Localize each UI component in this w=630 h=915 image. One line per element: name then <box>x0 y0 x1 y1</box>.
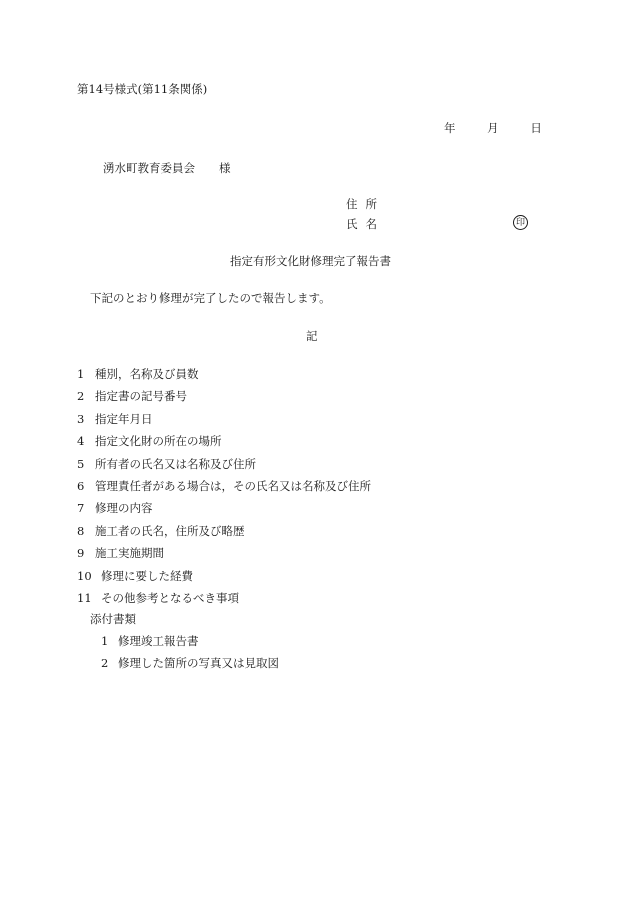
lead-text: 下記のとおり修理が完了したので報告します。 <box>90 291 331 305</box>
item-number: 3 <box>77 411 85 426</box>
item-text: その他参考となるべき事項 <box>101 590 239 605</box>
attachments-heading: 添付書類 <box>90 612 136 626</box>
addressee-honorific: 様 <box>219 161 231 175</box>
item-number: 7 <box>77 501 85 516</box>
list-item <box>77 523 371 548</box>
list-item <box>77 478 371 503</box>
item-number: 8 <box>77 523 85 538</box>
ki-heading: 記 <box>306 329 318 343</box>
item-list <box>77 369 371 615</box>
name-label: 氏名 <box>346 217 385 231</box>
item-text: 指定書の記号番号 <box>95 389 187 404</box>
list-item <box>77 391 371 413</box>
list-item <box>101 636 279 658</box>
attachments-list <box>101 636 279 681</box>
date-line <box>444 123 542 135</box>
attachment-number: 1 <box>101 634 109 648</box>
seal-mark-icon: 印 <box>513 215 528 230</box>
address-label: 住所 <box>346 197 385 211</box>
date-day: 日 <box>530 121 542 135</box>
item-text: 指定文化財の所在の場所 <box>95 434 222 449</box>
list-item <box>77 503 371 525</box>
date-month: 月 <box>487 121 499 135</box>
list-item <box>77 548 371 570</box>
list-item <box>77 568 371 593</box>
item-number: 6 <box>77 478 85 493</box>
list-item <box>77 411 371 436</box>
form-number: 第14号様式(第11条関係) <box>77 82 208 96</box>
item-text: 種別，名称及び員数 <box>95 367 199 381</box>
item-number: 4 <box>77 434 85 449</box>
addressee <box>103 163 231 175</box>
attachment-text: 修理した箇所の写真又は見取図 <box>118 656 279 671</box>
item-number: 5 <box>77 456 85 471</box>
addressee-name: 湧水町教育委員会 <box>103 161 195 175</box>
list-item <box>77 436 371 458</box>
document-title: 指定有形文化財修理完了報告書 <box>230 254 391 268</box>
item-text: 管理責任者がある場合は，その氏名又は名称及び住所 <box>95 478 371 493</box>
item-text: 施工者の氏名，住所及び略歴 <box>95 523 245 538</box>
list-item <box>101 658 279 680</box>
item-text: 指定年月日 <box>95 411 153 426</box>
item-text: 修理に要した経費 <box>101 568 193 583</box>
item-text: 修理の内容 <box>95 501 153 516</box>
item-number: 1 <box>77 367 85 381</box>
item-text: 施工実施期間 <box>95 546 164 561</box>
date-year: 年 <box>444 121 456 135</box>
item-text: 所有者の氏名又は名称及び住所 <box>95 456 256 471</box>
attachment-text: 修理竣工報告書 <box>118 634 199 648</box>
item-number: 10 <box>77 568 92 583</box>
item-number: 11 <box>77 590 92 605</box>
item-number: 2 <box>77 389 85 404</box>
attachment-number: 2 <box>101 656 109 671</box>
list-item <box>77 369 371 391</box>
item-number: 9 <box>77 546 85 561</box>
list-item <box>77 456 371 481</box>
